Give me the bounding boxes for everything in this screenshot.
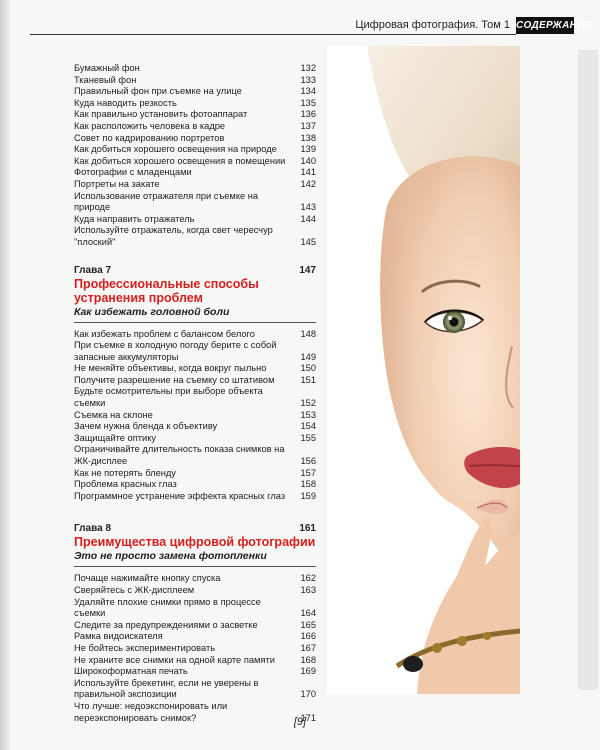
- toc-entry: [74, 133, 316, 145]
- toc-entry-title: Совет по кадрированию портретов: [74, 132, 225, 143]
- toc-entry: [74, 585, 316, 597]
- toc-entry: [74, 597, 316, 620]
- toc-entry-page: 134: [300, 86, 316, 97]
- toc-entry-title: Как правильно установить фотоаппарат: [74, 109, 248, 120]
- contents-badge: СОДЕРЖАНИЕ: [516, 17, 574, 34]
- toc-entry-page: 168: [300, 654, 316, 665]
- toc-entries-chapter-8: [74, 573, 316, 724]
- chapter-page: 147: [299, 264, 316, 276]
- toc-entry-title: Сверяйтесь с ЖК-дисплеем: [74, 585, 195, 595]
- toc-entry-title: Используйте брекетинг, если не уверены в правильной экспозиции: [74, 677, 259, 700]
- toc-entry-page: 144: [300, 213, 316, 224]
- toc-entry-title: Как добиться хорошего освещения в помещении: [74, 155, 286, 166]
- toc-entry: [74, 121, 316, 133]
- toc-entry: [74, 666, 316, 678]
- toc-entry-title: Как расположить человека в кадре: [74, 120, 226, 131]
- toc-entry: [74, 156, 316, 168]
- toc-entry-page: 136: [300, 109, 316, 120]
- page-number: [9]: [293, 716, 307, 728]
- toc-entry-page: 158: [300, 479, 316, 490]
- toc-entry-page: 155: [300, 432, 316, 443]
- toc-entry: [74, 75, 316, 87]
- chapter-subtitle: Это не просто замена фотопленки: [74, 550, 267, 563]
- toc-entry-page: 149: [300, 351, 316, 362]
- toc-entry-page: 137: [300, 120, 316, 131]
- toc-entry: [74, 167, 316, 179]
- toc-entry-page: 139: [300, 144, 316, 155]
- toc-entries-chapter-6: [74, 63, 316, 249]
- toc-entry-title: Как не потерять бленду: [74, 467, 176, 478]
- toc-entry: [74, 573, 316, 585]
- toc-entry: [74, 678, 316, 701]
- toc-entry-title: Рамка видоискателя: [74, 631, 163, 642]
- toc-entry: [74, 214, 316, 226]
- toc-entry: [74, 375, 316, 387]
- page-binding-shadow: [0, 0, 10, 750]
- toc-entry: [74, 329, 316, 341]
- toc-entry-title: Что лучше: недоэкспонировать или переэкспонировать снимок?: [74, 700, 228, 723]
- running-header: [330, 17, 516, 35]
- toc-entry-page: 164: [300, 608, 316, 619]
- toc-entry-page: 138: [300, 132, 316, 143]
- toc-entry: [74, 98, 316, 110]
- table-of-contents: [74, 63, 316, 724]
- toc-entry: [74, 620, 316, 632]
- toc-entry: [74, 340, 316, 363]
- toc-entry-page: 169: [300, 666, 316, 677]
- toc-entry-title: Ограничивайте длительность показа снимков на ЖК-дисплее: [74, 444, 285, 467]
- toc-entry: [74, 225, 316, 248]
- toc-entry: [74, 631, 316, 643]
- toc-entry-page: 171: [300, 712, 316, 723]
- chapter-title: Преимущества цифровой фотографии: [74, 535, 316, 550]
- toc-entry-page: 145: [300, 236, 316, 247]
- toc-entry-title: Получите разрешение на съемку со штативом: [74, 374, 275, 385]
- toc-entry-title: Куда направить отражатель: [74, 213, 195, 224]
- toc-entry-title: Портреты на закате: [74, 178, 160, 189]
- chapter-label: Глава 7: [74, 264, 112, 276]
- toc-entry-page: 163: [300, 585, 316, 595]
- toc-entry: [74, 421, 316, 433]
- chapter-8-heading: [74, 523, 316, 567]
- toc-entry-title: Будьте осмотрительны при выборе объекта съемки: [74, 386, 263, 409]
- toc-entry-title: Не меняйте объективы, когда вокруг пыльно: [74, 363, 267, 374]
- toc-entry: [74, 86, 316, 98]
- toc-entry-title: Не бойтесь экспериментировать: [74, 642, 216, 653]
- toc-entry-title: Куда наводить резкость: [74, 97, 177, 108]
- toc-entry-page: 159: [300, 490, 316, 501]
- toc-entry-page: 167: [300, 642, 316, 653]
- toc-entry: [74, 144, 316, 156]
- toc-entry-page: 148: [300, 328, 316, 339]
- toc-entry-title: Бумажный фон: [74, 63, 140, 73]
- header-rule: [30, 34, 516, 35]
- toc-entry: [74, 410, 316, 422]
- toc-entry-page: 142: [300, 178, 316, 189]
- toc-entry-page: 141: [300, 167, 316, 178]
- book-title: Цифровая фотография. Том 1: [355, 19, 510, 31]
- toc-entry-title: Не храните все снимки на одной карте памяти: [74, 654, 275, 665]
- toc-entry-title: Использование отражателя при съемке на природе: [74, 190, 259, 213]
- toc-entry-page: 166: [300, 631, 316, 642]
- toc-entry: [74, 363, 316, 375]
- chapter-label: Глава 8: [74, 523, 112, 535]
- toc-entry-title: Проблема красных глаз: [74, 479, 177, 490]
- toc-entry-page: 165: [300, 619, 316, 630]
- toc-entry-title: При съемке в холодную погоду берите с собой запасные аккумуляторы: [74, 340, 277, 362]
- toc-entry-title: Используйте отражатель, когда свет чересчур "плоский": [74, 225, 273, 247]
- toc-entry-page: 157: [300, 467, 316, 478]
- chapter-page: 161: [299, 523, 316, 535]
- toc-entry-title: Защищайте оптику: [74, 432, 157, 443]
- toc-entry-title: Удаляйте плохие снимки прямо в процессе съемки: [74, 596, 261, 619]
- toc-entry-page: 150: [300, 363, 316, 374]
- toc-entry-page: 132: [300, 63, 316, 73]
- toc-entry: [74, 179, 316, 191]
- toc-entry-page: 140: [300, 155, 316, 166]
- toc-entry-title: Зачем нужна бленда к объективу: [74, 421, 218, 432]
- toc-entry: [74, 386, 316, 409]
- toc-entry-title: Правильный фон при съемке на улице: [74, 86, 242, 97]
- toc-entry-title: Широкоформатная печать: [74, 666, 188, 677]
- chapter-7-heading: [74, 265, 316, 323]
- toc-entry: [74, 655, 316, 667]
- toc-entry-title: Тканевый фон: [74, 74, 137, 85]
- page-edge-strip: [578, 50, 598, 690]
- toc-entry-title: Съемка на склоне: [74, 409, 153, 420]
- toc-entry: [74, 433, 316, 445]
- woman-portrait-illustration: [327, 46, 520, 694]
- portrait-photo: [327, 46, 520, 694]
- toc-entry: [74, 479, 316, 491]
- toc-entry-page: 135: [300, 97, 316, 108]
- toc-entry-page: 156: [300, 456, 316, 467]
- toc-entry-title: Фотографии с младенцами: [74, 167, 192, 178]
- chapter-subtitle: Как избежать головной боли: [74, 305, 230, 318]
- toc-entry-page: 170: [300, 689, 316, 700]
- toc-entry-page: 153: [300, 409, 316, 420]
- toc-entry-page: 133: [300, 74, 316, 85]
- toc-entry: [74, 444, 316, 467]
- toc-entry-page: 143: [300, 202, 316, 213]
- toc-entry: [74, 491, 316, 503]
- toc-entry-title: Программное устранение эффекта красных глаз: [74, 490, 286, 501]
- toc-entry-title: Почаще нажимайте кнопку спуска: [74, 573, 221, 584]
- toc-entry-title: Как добиться хорошего освещения на природе: [74, 144, 277, 155]
- toc-entry-title: Следите за предупреждениями о засветке: [74, 619, 258, 630]
- toc-entries-chapter-7: [74, 329, 316, 503]
- toc-entry-page: 154: [300, 421, 316, 432]
- toc-entry: [74, 468, 316, 480]
- toc-entry: [74, 63, 316, 75]
- toc-entry: [74, 191, 316, 214]
- toc-entry-page: 151: [300, 374, 316, 385]
- toc-entry: [74, 109, 316, 121]
- toc-entry-page: 162: [300, 573, 316, 584]
- toc-entry: [74, 643, 316, 655]
- toc-entry-page: 152: [300, 398, 316, 409]
- chapter-title: Профессиональные способы устранения проблем: [74, 276, 259, 305]
- toc-entry-title: Как избежать проблем с балансом белого: [74, 328, 255, 339]
